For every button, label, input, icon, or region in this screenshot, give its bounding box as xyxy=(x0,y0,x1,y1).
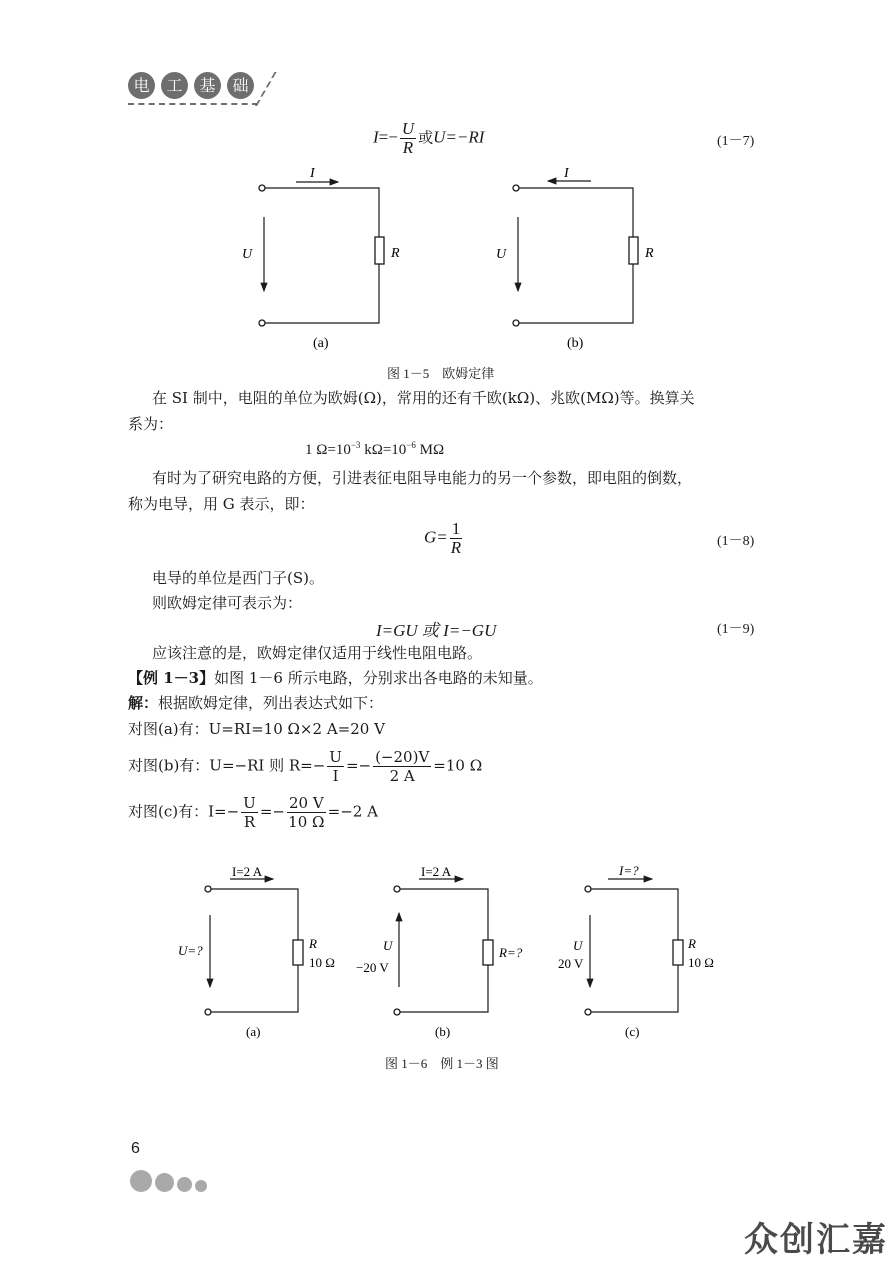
voltage-label: U xyxy=(242,247,253,262)
eq-text: I=GU 或 I=−GU xyxy=(376,621,497,640)
subfigure-label: (c) xyxy=(625,1024,640,1039)
terminal xyxy=(585,1009,591,1015)
figure-1-5 xyxy=(230,165,654,355)
wire xyxy=(519,264,633,323)
eq-lhs: I xyxy=(373,127,379,147)
sol-text: =10 Ω xyxy=(433,756,483,775)
subfigure-label: (b) xyxy=(435,1024,451,1039)
circuit-b xyxy=(356,864,523,1039)
fraction xyxy=(400,120,416,157)
example-line xyxy=(128,667,543,689)
solution-a: 对图(a)有：U=RI=10 Ω×2 A=20 V xyxy=(128,720,385,738)
conv-part: kΩ=10 xyxy=(360,442,407,458)
solution-text: 根据欧姆定律，列出表达式如下： xyxy=(158,694,384,712)
wire xyxy=(519,188,633,237)
fraction xyxy=(241,794,258,831)
numerator: 20 V xyxy=(288,794,324,812)
terminal xyxy=(205,886,211,892)
denominator: I xyxy=(332,767,339,785)
paragraph-line: 应该注意的是，欧姆定律仅适用于线性电阻电路。 xyxy=(152,644,483,662)
resistor xyxy=(483,940,493,965)
numerator: U xyxy=(401,119,415,138)
equation-number: (1－9) xyxy=(717,622,755,637)
example-text: 如图 1－6 所示电路，分别求出各电路的未知量。 xyxy=(214,669,543,687)
circuit-c xyxy=(558,863,714,1039)
terminal xyxy=(259,320,265,326)
circuit-a xyxy=(242,166,400,351)
resistor-label: R xyxy=(688,936,696,951)
figure-caption: 图 1－5 欧姆定律 xyxy=(387,366,495,381)
header-dashed-slash xyxy=(255,72,279,106)
header-char: 基 xyxy=(194,72,221,99)
header-char: 电 xyxy=(128,72,155,99)
voltage-value: 20 V xyxy=(558,956,584,971)
figure-caption: 图 1－6 例 1－3 图 xyxy=(385,1056,499,1071)
wire xyxy=(400,889,488,940)
denominator: 2 A xyxy=(389,767,415,785)
resistance-value: 10 Ω xyxy=(309,955,335,970)
wire xyxy=(211,965,298,1012)
sol-text: =−2 A xyxy=(327,802,378,821)
voltage-value: −20 V xyxy=(356,960,389,975)
wire xyxy=(265,188,379,237)
paragraph-line: 有时为了研究电路的方便，引进表征电阻导电能力的另一个参数，即电阻的倒数， xyxy=(152,469,693,487)
exponent: −3 xyxy=(350,440,361,450)
exponent: −6 xyxy=(406,440,416,450)
fraction xyxy=(327,748,344,785)
sol-text: =− xyxy=(259,802,285,821)
example-tag: 【例 1－3】 xyxy=(128,669,215,687)
terminal xyxy=(205,1009,211,1015)
wire xyxy=(591,965,678,1012)
eq-lhs: G= xyxy=(424,527,448,547)
wire xyxy=(265,264,379,323)
subfigure-label: (a) xyxy=(313,336,329,351)
wire xyxy=(400,965,488,1012)
paragraph-line: 在 SI 制中，电阻的单位为欧姆(Ω)，常用的还有千欧(kΩ)、兆欧(MΩ)等。换算关 xyxy=(152,389,695,407)
equation-1-8 xyxy=(424,520,464,557)
resistor xyxy=(375,237,384,264)
eq-or: 或 xyxy=(418,128,434,147)
terminal xyxy=(585,886,591,892)
running-header xyxy=(128,72,254,99)
denominator: R xyxy=(450,538,462,557)
conv-part: 1 Ω=10 xyxy=(305,442,351,458)
equation-1-9 xyxy=(376,616,496,641)
denominator: 10 Ω xyxy=(288,813,325,831)
resistor-label: R xyxy=(645,246,654,261)
sol-text: 对图(c)有：I=− xyxy=(128,802,240,821)
unit-conversion xyxy=(305,440,444,459)
header-dashed-rule xyxy=(128,103,258,105)
current-label: I=? xyxy=(619,863,639,878)
dot xyxy=(177,1177,192,1192)
sol-text: 对图(b)有：U=−RI 则 R=− xyxy=(128,756,326,775)
terminal xyxy=(394,886,400,892)
fraction xyxy=(287,794,326,831)
sol-text: =− xyxy=(345,756,372,775)
header-char: 工 xyxy=(161,72,188,99)
eq-op: =− xyxy=(378,127,398,147)
paragraph-line: 则欧姆定律可表示为： xyxy=(152,594,303,612)
paragraph-line: 称为电导，用 G 表示，即： xyxy=(128,495,315,513)
solution-c xyxy=(128,794,378,831)
solution-b xyxy=(128,748,482,785)
numerator: U xyxy=(329,748,342,766)
denominator: R xyxy=(402,138,414,157)
wire xyxy=(211,889,298,940)
eq-rhs: U=−RI xyxy=(433,127,485,147)
voltage-label: U xyxy=(573,938,583,953)
figure-1-6 xyxy=(170,855,750,1045)
current-label: I=2 A xyxy=(421,864,452,879)
dot xyxy=(195,1180,207,1192)
circuit-a xyxy=(178,864,335,1039)
current-label: I xyxy=(310,166,315,181)
subfigure-label: (a) xyxy=(246,1024,261,1039)
subfigure-label: (b) xyxy=(567,336,584,351)
equation-1-7 xyxy=(373,120,484,157)
numerator: 1 xyxy=(451,519,461,538)
voltage-label: U xyxy=(383,938,393,953)
solution-line xyxy=(128,692,383,714)
circuit-b xyxy=(496,166,654,351)
terminal xyxy=(513,185,519,191)
fraction xyxy=(373,748,431,785)
resistor-label: R=? xyxy=(499,945,523,960)
resistor xyxy=(293,940,303,965)
resistor xyxy=(673,940,683,965)
header-char: 础 xyxy=(227,72,254,99)
equation-number: (1－7) xyxy=(717,134,755,149)
current-label: I xyxy=(564,166,569,181)
voltage-label: U=? xyxy=(178,943,203,958)
current-label: I=2 A xyxy=(232,864,263,879)
denominator: R xyxy=(243,813,256,831)
resistor-label: R xyxy=(391,246,400,261)
terminal xyxy=(259,185,265,191)
dot xyxy=(130,1170,152,1192)
paragraph-line: 系为： xyxy=(128,415,174,433)
paragraph-line: 电导的单位是西门子(S)。 xyxy=(152,569,324,587)
fraction xyxy=(450,520,463,557)
conv-part: MΩ xyxy=(415,442,445,458)
numerator: (−20)V xyxy=(375,748,430,766)
numerator: U xyxy=(243,794,256,812)
watermark-logo: 众创汇嘉 xyxy=(744,1220,888,1260)
voltage-label: U xyxy=(496,247,507,262)
equation-number: (1－8) xyxy=(717,534,755,549)
resistor-label: R xyxy=(309,936,317,951)
dot xyxy=(155,1173,174,1192)
footer-dots-decoration xyxy=(130,1168,220,1194)
resistance-value: 10 Ω xyxy=(688,955,714,970)
terminal xyxy=(513,320,519,326)
terminal xyxy=(394,1009,400,1015)
page-number: 6 xyxy=(131,1140,140,1157)
wire xyxy=(591,889,678,940)
resistor xyxy=(629,237,638,264)
solution-tag: 解： xyxy=(128,694,159,712)
